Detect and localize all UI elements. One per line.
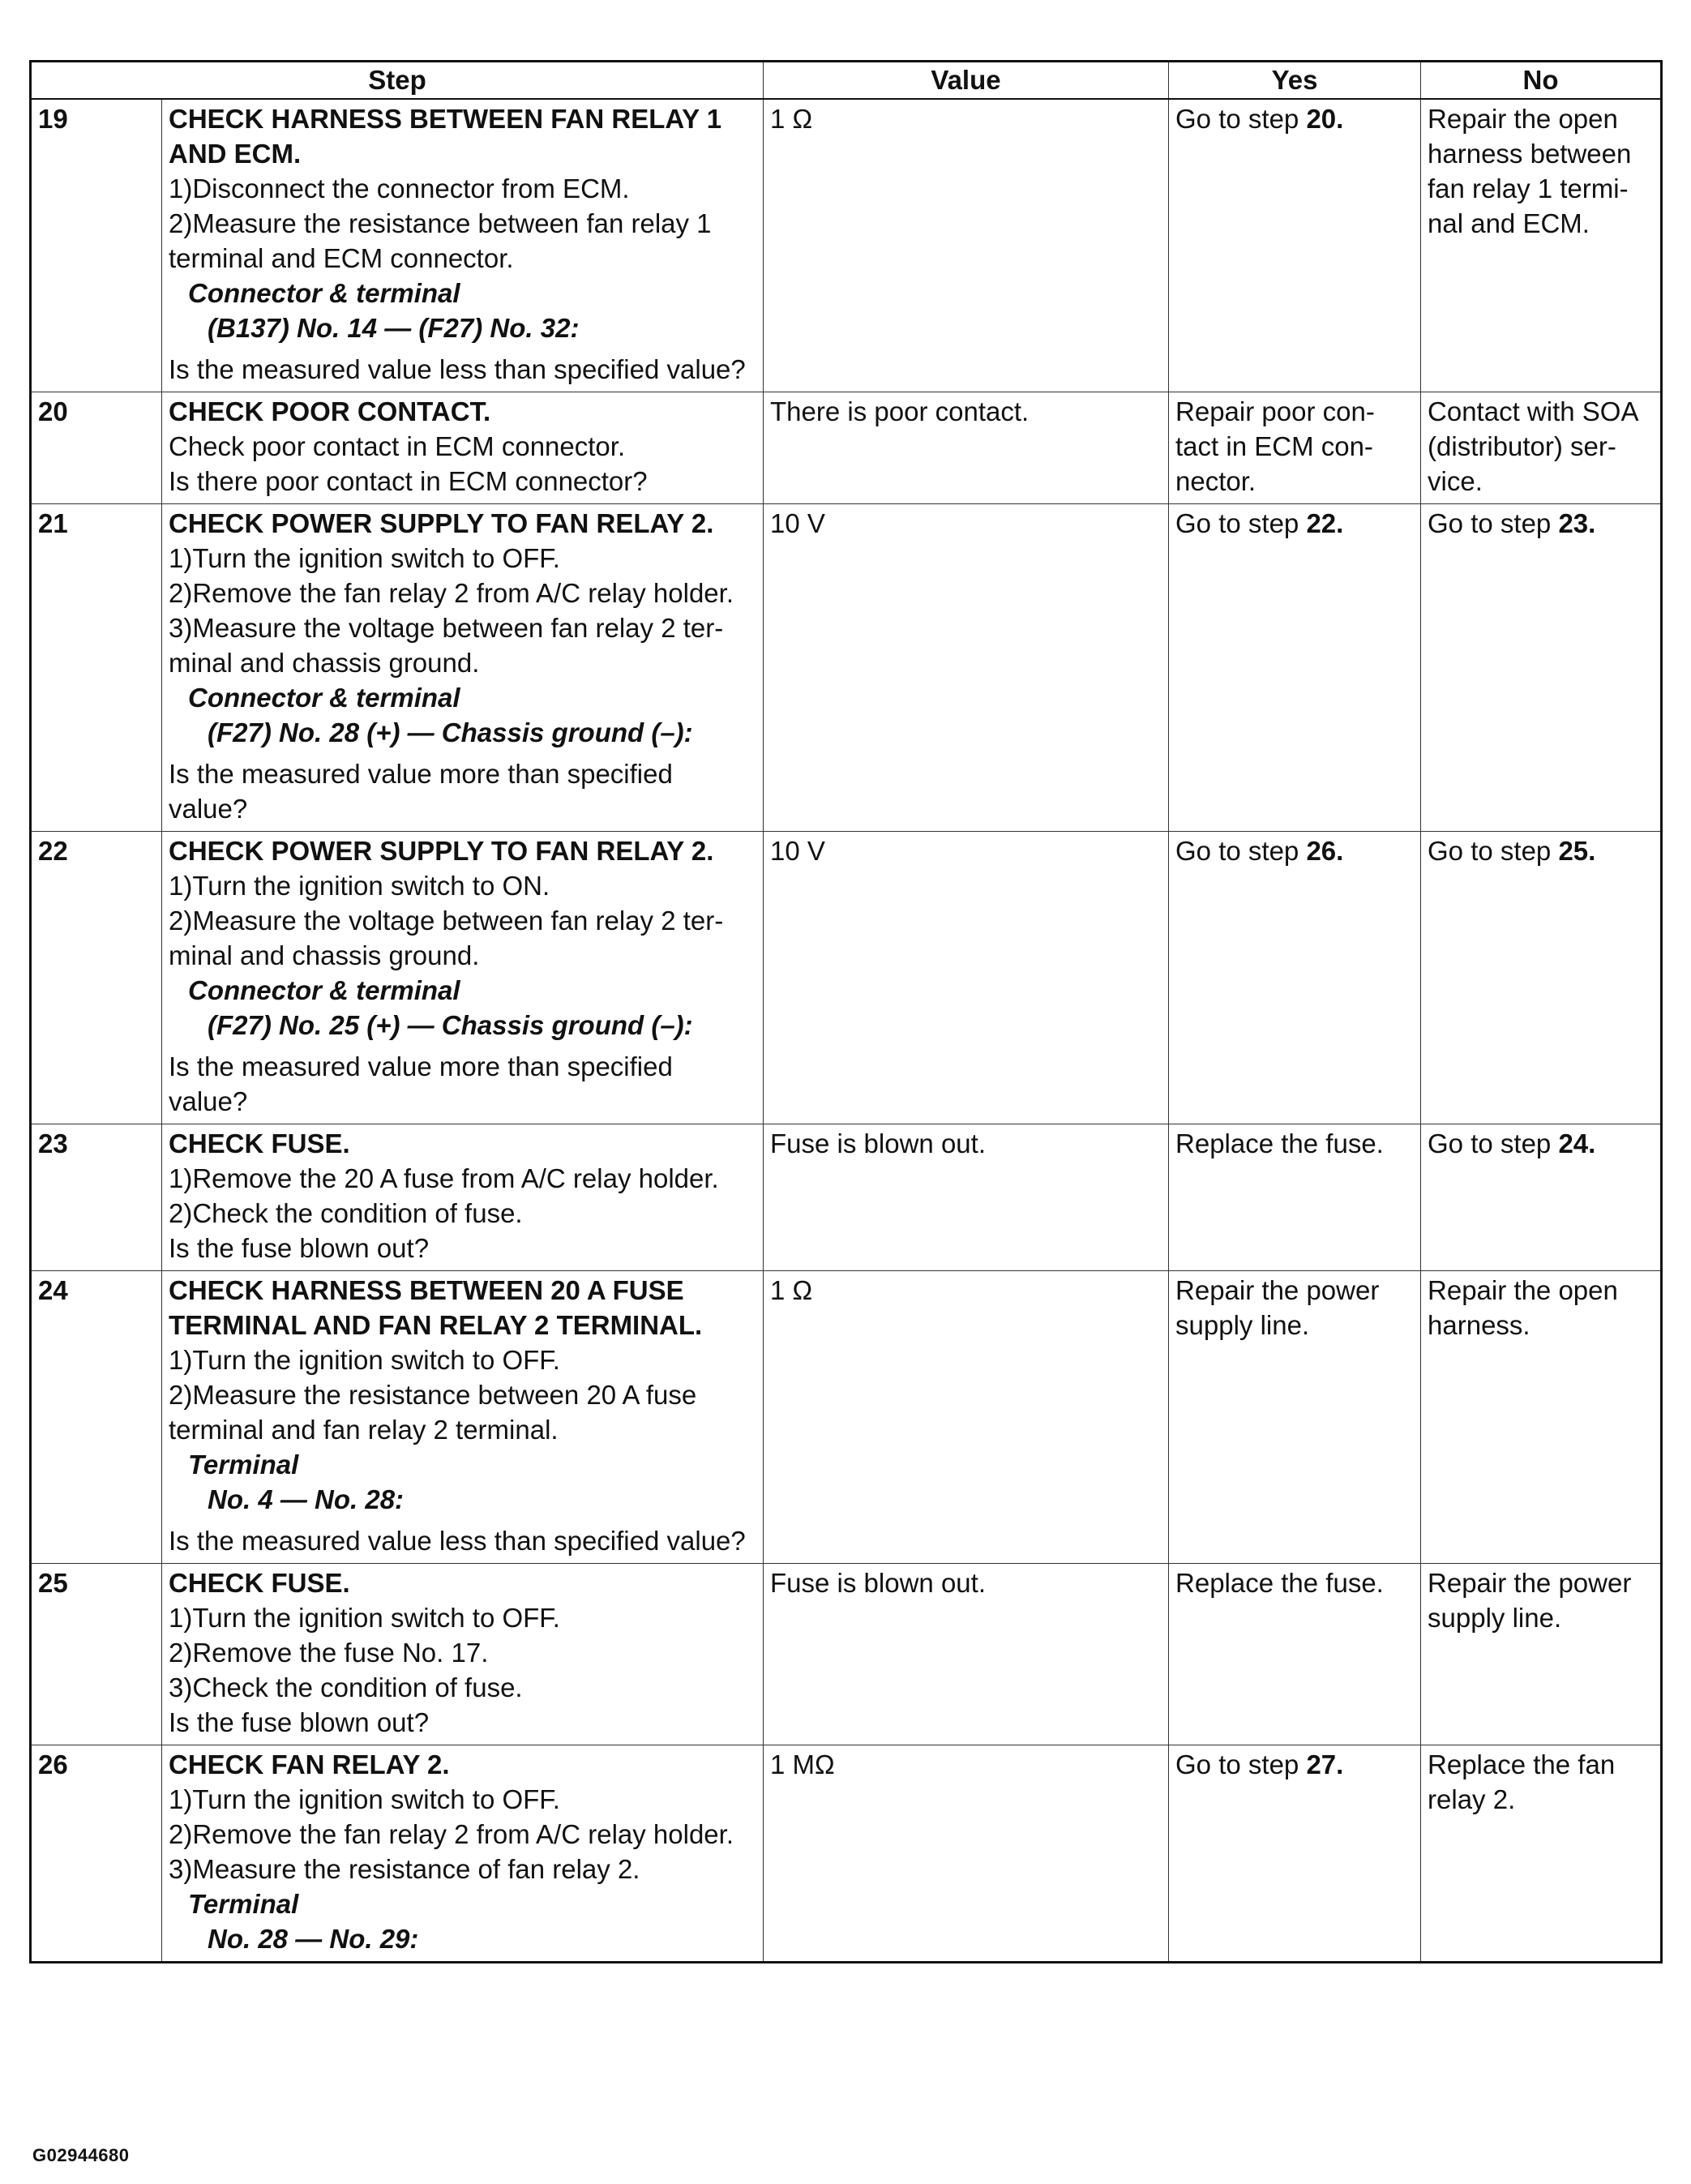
yes-text: Go to step <box>1175 104 1307 134</box>
yes-step-ref: 26. <box>1306 836 1344 866</box>
no-text: Repair the open harness. <box>1428 1275 1618 1340</box>
step-title: CHECK FAN RELAY 2. <box>169 1749 450 1779</box>
step-instruction: 1)Turn the ignition switch to OFF. <box>169 1784 560 1814</box>
step-question: Is the fuse blown out? <box>169 1707 430 1737</box>
step-cell <box>162 832 764 1124</box>
table-body <box>31 99 1662 1963</box>
step-instruction: 2)Remove the fuse No. 17. <box>169 1638 489 1668</box>
connector-label: Terminal <box>188 1450 299 1480</box>
step-cell <box>162 392 764 504</box>
step-instruction: 2)Remove the fan relay 2 from A/C relay holder. <box>169 578 734 608</box>
no-cell <box>1421 99 1662 392</box>
step-question: Is the measured value less than specified value? <box>169 1526 746 1556</box>
step-cell <box>162 1564 764 1745</box>
header-no: No <box>1421 62 1662 100</box>
step-question: Is the measured value more than specified value? <box>169 759 673 824</box>
step-cell <box>162 99 764 392</box>
no-text: Go to step <box>1428 508 1559 538</box>
step-instruction: 3)Check the condition of fuse. <box>169 1672 523 1702</box>
connector-label: Terminal <box>188 1889 299 1919</box>
step-number: 21 <box>31 504 162 832</box>
step-question: Is there poor contact in ECM connector? <box>169 466 648 496</box>
connector-label: Connector & terminal <box>188 975 460 1005</box>
step-number: 23 <box>31 1124 162 1271</box>
connector-value: No. 28 — No. 29: <box>208 1924 419 1954</box>
table-row <box>31 1564 1662 1745</box>
step-title: CHECK HARNESS BETWEEN 20 A FUSE TERMINAL AND FAN RELAY 2 TERMINAL. <box>169 1275 703 1340</box>
step-instruction: 2)Measure the resistance between 20 A fuse terminal and fan relay 2 terminal. <box>169 1380 697 1445</box>
table-row <box>31 832 1662 1124</box>
step-title: CHECK HARNESS BETWEEN FAN RELAY 1 AND ECM. <box>169 104 722 169</box>
value-cell: 10 V <box>764 832 1169 1124</box>
step-instruction: 3)Measure the resistance of fan relay 2. <box>169 1854 640 1884</box>
yes-step-ref: 27. <box>1306 1749 1344 1779</box>
step-instruction: 1)Turn the ignition switch to OFF. <box>169 1603 560 1633</box>
table-row <box>31 1124 1662 1271</box>
no-cell <box>1421 1745 1662 1963</box>
yes-text: Go to step <box>1175 1749 1307 1779</box>
step-instruction: 1)Turn the ignition switch to OFF. <box>169 1345 560 1375</box>
step-instruction: 1)Turn the ignition switch to OFF. <box>169 543 560 573</box>
diagnostic-table <box>29 60 1663 1963</box>
step-title: CHECK POWER SUPPLY TO FAN RELAY 2. <box>169 508 714 538</box>
yes-text: Go to step <box>1175 836 1307 866</box>
yes-text: Go to step <box>1175 508 1307 538</box>
no-cell <box>1421 392 1662 504</box>
no-text: Repair the power supply line. <box>1428 1568 1632 1633</box>
yes-text: Repair poor con-tact in ECM con-nector. <box>1175 396 1375 496</box>
connector-value: (F27) No. 25 (+) — Chassis ground (–): <box>208 1010 693 1040</box>
no-step-ref: 24. <box>1558 1128 1596 1158</box>
connector-label: Connector & terminal <box>188 278 460 308</box>
no-text: Contact with SOA (distributor) ser-vice. <box>1428 396 1637 496</box>
no-cell <box>1421 1124 1662 1271</box>
connector-value: No. 4 — No. 28: <box>208 1484 405 1514</box>
step-instruction: 1)Remove the 20 A fuse from A/C relay holder. <box>169 1163 719 1193</box>
step-number: 24 <box>31 1271 162 1564</box>
step-instruction: 1)Turn the ignition switch to ON. <box>169 871 550 901</box>
yes-text: Repair the power supply line. <box>1175 1275 1380 1340</box>
step-title: CHECK POOR CONTACT. <box>169 396 491 426</box>
table-row <box>31 99 1662 392</box>
value-cell: There is poor contact. <box>764 392 1169 504</box>
no-cell <box>1421 1564 1662 1745</box>
value-cell: Fuse is blown out. <box>764 1564 1169 1745</box>
step-question: Is the measured value less than specified value? <box>169 354 746 384</box>
no-step-ref: 23. <box>1558 508 1596 538</box>
table-row <box>31 504 1662 832</box>
no-cell <box>1421 504 1662 832</box>
yes-cell <box>1169 99 1421 392</box>
step-title: CHECK FUSE. <box>169 1128 350 1158</box>
header-step: Step <box>31 62 764 100</box>
step-cell <box>162 504 764 832</box>
value-cell: Fuse is blown out. <box>764 1124 1169 1271</box>
yes-cell <box>1169 392 1421 504</box>
no-cell <box>1421 1271 1662 1564</box>
no-text: Replace the fan relay 2. <box>1428 1749 1616 1814</box>
step-instruction: 2)Remove the fan relay 2 from A/C relay holder. <box>169 1819 734 1849</box>
step-instruction: 2)Check the condition of fuse. <box>169 1198 523 1228</box>
step-instruction: 1)Disconnect the connector from ECM. <box>169 173 630 203</box>
yes-cell <box>1169 1271 1421 1564</box>
yes-text: Replace the fuse. <box>1175 1568 1384 1598</box>
step-number: 26 <box>31 1745 162 1963</box>
diagnostic-table-sheet <box>29 60 1660 1963</box>
value-cell: 1 MΩ <box>764 1745 1169 1963</box>
yes-step-ref: 22. <box>1306 508 1344 538</box>
table-row <box>31 1745 1662 1963</box>
no-step-ref: 25. <box>1558 836 1596 866</box>
table-row <box>31 392 1662 504</box>
step-instruction: 3)Measure the voltage between fan relay 2 ter-minal and chassis ground. <box>169 613 724 678</box>
yes-cell <box>1169 832 1421 1124</box>
connector-value: (F27) No. 28 (+) — Chassis ground (–): <box>208 717 693 747</box>
figure-id: G02944680 <box>32 2145 130 2165</box>
yes-cell <box>1169 1745 1421 1963</box>
yes-cell <box>1169 1124 1421 1271</box>
yes-step-ref: 20. <box>1306 104 1344 134</box>
table-row <box>31 1271 1662 1564</box>
step-number: 19 <box>31 99 162 392</box>
header-row <box>31 62 1662 100</box>
yes-text: Replace the fuse. <box>1175 1128 1384 1158</box>
step-instruction: 2)Measure the resistance between fan relay 1 terminal and ECM connector. <box>169 208 712 273</box>
no-text: Go to step <box>1428 1128 1559 1158</box>
step-cell <box>162 1745 764 1963</box>
connector-value: (B137) No. 14 — (F27) No. 32: <box>208 313 580 343</box>
step-title: CHECK FUSE. <box>169 1568 350 1598</box>
no-text: Repair the open harness between fan relay 1 termi-nal and ECM. <box>1428 104 1632 238</box>
connector-label: Connector & terminal <box>188 683 460 713</box>
value-cell: 10 V <box>764 504 1169 832</box>
yes-cell <box>1169 1564 1421 1745</box>
step-instruction: Check poor contact in ECM connector. <box>169 431 626 461</box>
no-cell <box>1421 832 1662 1124</box>
step-cell <box>162 1124 764 1271</box>
header-yes: Yes <box>1169 62 1421 100</box>
no-text: Go to step <box>1428 836 1559 866</box>
step-instruction: 2)Measure the voltage between fan relay 2 ter-minal and chassis ground. <box>169 906 724 970</box>
step-number: 20 <box>31 392 162 504</box>
header-value: Value <box>764 62 1169 100</box>
step-cell <box>162 1271 764 1564</box>
value-cell: 1 Ω <box>764 1271 1169 1564</box>
step-title: CHECK POWER SUPPLY TO FAN RELAY 2. <box>169 836 714 866</box>
step-number: 25 <box>31 1564 162 1745</box>
value-cell: 1 Ω <box>764 99 1169 392</box>
step-question: Is the measured value more than specified value? <box>169 1051 673 1116</box>
step-question: Is the fuse blown out? <box>169 1233 430 1263</box>
yes-cell <box>1169 504 1421 832</box>
step-number: 22 <box>31 832 162 1124</box>
